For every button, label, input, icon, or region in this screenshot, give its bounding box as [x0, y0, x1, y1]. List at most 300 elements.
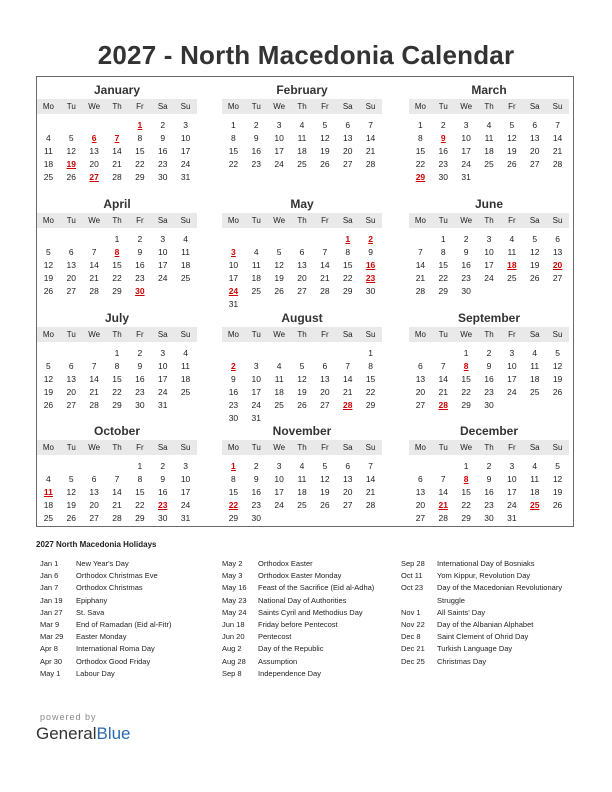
day: 16 — [251, 487, 261, 497]
weekday-label: Sa — [157, 443, 168, 452]
day: 16 — [157, 487, 168, 497]
day: 13 — [66, 260, 76, 270]
day: 29 — [112, 400, 122, 410]
holiday-name: Orthodox Easter Monday — [258, 571, 342, 581]
day: 10 — [251, 374, 261, 384]
day: 24 — [484, 273, 494, 283]
holiday-row — [222, 668, 374, 680]
day: 10 — [461, 133, 471, 143]
holiday-name: Christmas Day — [437, 656, 487, 666]
day: 19 — [274, 273, 284, 283]
holiday-name: Orthodox Christmas Eve — [76, 571, 158, 581]
day: 3 — [463, 120, 469, 130]
day: 8 — [137, 474, 143, 484]
holiday-day: 23 — [365, 273, 376, 283]
holiday-date: Nov 1 — [401, 607, 421, 617]
weekday-label: Th — [484, 443, 494, 452]
day: 17 — [180, 487, 191, 497]
weekday-label: Fr — [508, 330, 516, 339]
empty-cell — [432, 347, 455, 360]
holiday-date: Aug 28 — [222, 656, 246, 666]
day: 27 — [297, 286, 307, 296]
day: 29 — [228, 513, 239, 523]
month-april — [37, 196, 197, 298]
day: 10 — [484, 247, 494, 257]
holiday-day: 18 — [507, 260, 517, 270]
holiday-day: 25 — [529, 500, 540, 510]
day: 12 — [66, 487, 76, 497]
day: 4 — [532, 461, 538, 471]
day: 6 — [418, 474, 423, 484]
day: 16 — [135, 260, 145, 270]
weekday-label: Th — [484, 330, 494, 339]
holiday-row — [401, 631, 562, 643]
holiday-date: Oct 11 — [401, 571, 423, 581]
day: 24 — [507, 387, 517, 397]
empty-cell — [83, 119, 106, 132]
weekday-label: Sa — [342, 102, 353, 111]
empty-cell — [60, 119, 83, 132]
day: 13 — [89, 487, 99, 497]
day: 24 — [507, 500, 517, 510]
weekday-label: We — [273, 443, 286, 452]
weekday-label: Sa — [157, 102, 168, 111]
holiday-date: May 24 — [222, 607, 247, 617]
day: 9 — [486, 361, 492, 371]
weekday-label: Su — [365, 330, 376, 339]
day: 11 — [507, 247, 517, 257]
day: 29 — [135, 513, 145, 523]
day: 13 — [415, 374, 426, 384]
day: 5 — [68, 133, 74, 143]
day: 31 — [180, 513, 191, 523]
day: 11 — [297, 133, 307, 143]
day: 26 — [66, 513, 76, 523]
holiday-name: Epiphany — [76, 595, 108, 605]
holiday-day: 7 — [114, 133, 120, 143]
day: 17 — [507, 374, 517, 384]
day: 23 — [135, 387, 145, 397]
day: 2 — [160, 120, 166, 130]
day: 21 — [112, 159, 122, 169]
day: 20 — [529, 146, 540, 156]
day: 3 — [486, 234, 492, 244]
day: 19 — [43, 273, 54, 283]
day: 30 — [461, 286, 471, 296]
day: 13 — [529, 133, 540, 143]
day: 17 — [251, 387, 261, 397]
weekday-label: Mo — [414, 330, 426, 339]
day: 12 — [552, 474, 563, 484]
day: 15 — [135, 487, 145, 497]
empty-cell — [245, 233, 268, 246]
weekday-label: Sa — [529, 102, 540, 111]
holiday-name: New Year's Day — [76, 559, 129, 568]
holiday-name: National Day of Authorities — [258, 595, 347, 605]
day: 22 — [342, 273, 353, 283]
holiday-date: Apr 8 — [40, 644, 58, 654]
day: 25 — [484, 159, 494, 169]
day: 4 — [299, 120, 305, 130]
days-grid — [222, 119, 382, 171]
holiday-name: Saint Clement of Ohrid Day — [437, 632, 529, 642]
weekday-label: Th — [297, 102, 307, 111]
holiday-row — [401, 558, 562, 570]
day: 21 — [342, 387, 353, 397]
page-title: 2027 - North Macedonia Calendar — [97, 40, 515, 70]
holiday-row — [222, 570, 374, 582]
day: 10 — [274, 133, 284, 143]
weekday-header — [409, 327, 569, 342]
holiday-date: Oct 23 — [401, 583, 424, 593]
day: 7 — [368, 461, 373, 471]
holiday-row — [401, 607, 562, 619]
day: 9 — [231, 374, 236, 384]
weekday-label: Fr — [508, 443, 516, 452]
day: 31 — [157, 400, 168, 410]
day: 16 — [484, 374, 494, 384]
day: 31 — [251, 413, 261, 423]
empty-cell — [409, 233, 432, 246]
day: 17 — [484, 260, 494, 270]
weekday-label: Fr — [136, 216, 144, 225]
holiday-day: 27 — [89, 172, 99, 182]
day: 23 — [484, 387, 494, 397]
day: 15 — [342, 260, 353, 270]
empty-cell — [60, 347, 83, 360]
day: 25 — [529, 387, 540, 397]
day: 9 — [160, 133, 166, 143]
day: 4 — [183, 234, 188, 244]
weekday-label: Tu — [66, 102, 76, 111]
day: 3 — [276, 461, 282, 471]
day: 18 — [43, 500, 54, 510]
day: 6 — [555, 234, 560, 244]
day: 27 — [415, 400, 426, 410]
weekday-label: Th — [484, 216, 494, 225]
holiday-day: 6 — [91, 133, 97, 143]
holiday-date: May 16 — [222, 583, 247, 593]
day: 14 — [320, 260, 330, 270]
day: 1 — [114, 348, 120, 358]
day: 30 — [157, 172, 168, 182]
day: 27 — [342, 159, 353, 169]
day: 3 — [276, 120, 282, 130]
day: 31 — [461, 172, 471, 182]
holiday-day: 1 — [345, 234, 351, 244]
weekday-label: Fr — [321, 443, 329, 452]
days-grid — [37, 233, 197, 298]
weekday-label: We — [88, 443, 101, 452]
day: 31 — [180, 172, 191, 182]
day: 13 — [297, 260, 307, 270]
weekday-label: Tu — [251, 102, 261, 111]
holiday-row — [401, 582, 562, 594]
weekday-label: Tu — [66, 443, 76, 452]
day: 22 — [112, 387, 122, 397]
day: 29 — [112, 286, 122, 296]
day: 4 — [183, 348, 188, 358]
day: 11 — [274, 374, 284, 384]
day: 22 — [365, 387, 376, 397]
day: 26 — [320, 500, 330, 510]
day: 13 — [415, 487, 426, 497]
month-name: August — [281, 311, 323, 325]
month-december — [409, 423, 569, 525]
day: 13 — [552, 247, 563, 257]
month-january — [37, 82, 197, 184]
day: 10 — [157, 247, 168, 257]
day: 13 — [342, 474, 353, 484]
day: 15 — [228, 487, 239, 497]
weekday-header — [409, 440, 569, 455]
weekday-label: Su — [180, 216, 191, 225]
empty-cell — [37, 233, 60, 246]
holiday-date: Nov 22 — [401, 619, 425, 629]
day: 4 — [532, 348, 538, 358]
month-name: September — [457, 311, 521, 325]
holiday-row — [401, 619, 562, 631]
day: 12 — [552, 361, 563, 371]
day: 27 — [529, 159, 540, 169]
weekday-label: Th — [297, 330, 307, 339]
day: 1 — [463, 461, 469, 471]
day: 11 — [251, 260, 261, 270]
day: 20 — [66, 273, 76, 283]
day: 15 — [112, 260, 122, 270]
day: 30 — [484, 513, 494, 523]
empty-cell — [222, 347, 245, 360]
day: 7 — [418, 247, 423, 257]
weekday-label: Su — [552, 443, 563, 452]
holiday-row — [401, 570, 562, 582]
weekday-label: We — [88, 330, 101, 339]
day: 21 — [552, 146, 563, 156]
holiday-day: 24 — [228, 286, 239, 296]
weekday-label: We — [273, 330, 286, 339]
day: 14 — [112, 487, 122, 497]
weekday-label: Tu — [438, 102, 448, 111]
weekday-label: Fr — [321, 330, 329, 339]
day: 4 — [46, 474, 51, 484]
month-february — [222, 82, 382, 171]
day: 7 — [345, 361, 351, 371]
day: 26 — [552, 500, 563, 510]
day: 8 — [345, 247, 351, 257]
day: 15 — [135, 146, 145, 156]
weekday-header — [222, 99, 382, 114]
day: 12 — [66, 146, 76, 156]
day: 14 — [342, 374, 353, 384]
day: 7 — [91, 247, 97, 257]
day: 8 — [137, 133, 143, 143]
holiday-name: St. Sava — [76, 607, 105, 617]
brand-blue: Blue — [96, 724, 131, 743]
day: 14 — [112, 146, 122, 156]
day: 26 — [274, 286, 284, 296]
day: 18 — [529, 374, 540, 384]
holiday-row — [401, 595, 562, 607]
day: 21 — [89, 387, 99, 397]
holiday-row — [222, 631, 374, 643]
day: 20 — [342, 146, 353, 156]
holidays-column — [401, 558, 562, 668]
day: 12 — [43, 374, 54, 384]
day: 30 — [157, 513, 168, 523]
day: 20 — [415, 500, 426, 510]
generalblue-logo[interactable] — [36, 724, 131, 744]
brand-general: General — [36, 724, 97, 743]
weekday-label: Tu — [438, 443, 448, 452]
day: 17 — [157, 374, 168, 384]
weekday-label: Tu — [438, 330, 448, 339]
holiday-date: Dec 8 — [401, 632, 421, 642]
day: 3 — [183, 461, 188, 471]
weekday-label: Su — [365, 216, 376, 225]
day: 14 — [415, 260, 426, 270]
weekday-label: Su — [180, 443, 191, 452]
holiday-row — [40, 643, 171, 655]
holiday-day: 30 — [135, 286, 145, 296]
day: 7 — [322, 247, 328, 257]
weekday-label: Tu — [66, 216, 76, 225]
weekday-label: Sa — [342, 330, 353, 339]
days-grid — [409, 233, 569, 298]
day: 31 — [228, 299, 239, 309]
day: 12 — [529, 247, 540, 257]
day: 19 — [43, 387, 54, 397]
holiday-row — [40, 607, 171, 619]
day: 20 — [320, 387, 330, 397]
day: 25 — [180, 273, 191, 283]
day: 24 — [251, 400, 261, 410]
day: 21 — [415, 273, 426, 283]
holiday-day: 2 — [368, 234, 373, 244]
day: 10 — [180, 474, 191, 484]
day: 3 — [509, 348, 515, 358]
weekday-label: We — [460, 330, 473, 339]
day: 13 — [66, 374, 76, 384]
day: 6 — [91, 474, 97, 484]
month-march — [409, 82, 569, 184]
day: 2 — [137, 348, 143, 358]
day: 23 — [135, 273, 145, 283]
day: 30 — [251, 513, 261, 523]
weekday-header — [409, 213, 569, 228]
holiday-name: Turkish Language Day — [437, 644, 513, 654]
day: 1 — [231, 120, 236, 130]
day: 4 — [46, 133, 51, 143]
day: 27 — [342, 500, 353, 510]
empty-cell — [409, 460, 432, 473]
weekday-label: Mo — [42, 102, 54, 111]
day: 8 — [440, 247, 446, 257]
day: 28 — [112, 513, 122, 523]
day: 23 — [484, 500, 494, 510]
day: 15 — [461, 374, 471, 384]
day: 24 — [274, 159, 284, 169]
day: 30 — [135, 400, 145, 410]
day: 9 — [463, 247, 469, 257]
holiday-name: Orthodox Easter — [258, 559, 313, 568]
day: 10 — [507, 361, 517, 371]
holiday-date: Apr 30 — [40, 656, 63, 666]
day: 18 — [529, 487, 540, 497]
day: 20 — [89, 159, 99, 169]
holiday-date: Mar 29 — [40, 632, 64, 642]
holiday-row — [222, 582, 374, 594]
day: 14 — [438, 487, 448, 497]
empty-cell — [83, 233, 106, 246]
days-grid — [409, 347, 569, 412]
weekday-label: Mo — [414, 443, 426, 452]
weekday-label: Th — [484, 102, 494, 111]
holidays-column — [222, 558, 374, 680]
day: 4 — [299, 461, 305, 471]
holiday-row — [40, 668, 171, 680]
day: 6 — [299, 247, 305, 257]
day: 12 — [320, 474, 330, 484]
weekday-header — [409, 99, 569, 114]
weekday-label: Mo — [42, 443, 54, 452]
holiday-row — [40, 570, 171, 582]
day: 20 — [297, 273, 307, 283]
empty-cell — [37, 119, 60, 132]
month-name: October — [93, 424, 140, 438]
day: 27 — [66, 400, 76, 410]
day: 23 — [438, 159, 448, 169]
day: 6 — [68, 247, 74, 257]
day: 1 — [440, 234, 446, 244]
day: 14 — [552, 133, 563, 143]
holiday-day: 28 — [342, 400, 353, 410]
day: 8 — [368, 361, 373, 371]
day: 24 — [157, 273, 168, 283]
day: 1 — [114, 234, 120, 244]
holiday-name: Orthodox Christmas — [76, 583, 143, 593]
weekday-label: Su — [552, 216, 563, 225]
day: 25 — [297, 500, 307, 510]
weekday-header — [222, 440, 382, 455]
day: 7 — [440, 361, 446, 371]
day: 19 — [552, 374, 563, 384]
day: 21 — [365, 487, 376, 497]
holiday-row — [40, 595, 171, 607]
day: 7 — [91, 361, 97, 371]
day: 18 — [274, 387, 284, 397]
day: 5 — [322, 461, 328, 471]
empty-cell — [83, 460, 106, 473]
holiday-row — [222, 643, 374, 655]
holiday-row — [40, 558, 171, 570]
day: 28 — [89, 286, 99, 296]
day: 7 — [368, 120, 373, 130]
day: 26 — [320, 159, 330, 169]
days-grid — [222, 347, 382, 425]
holidays-column — [40, 558, 171, 680]
weekday-label: Fr — [321, 216, 329, 225]
weekday-label: Su — [365, 443, 376, 452]
month-september — [409, 310, 569, 412]
holiday-name: End of Ramadan (Eid al-Fitr) — [76, 619, 172, 629]
weekday-label: Mo — [227, 216, 239, 225]
day: 24 — [157, 387, 168, 397]
weekday-label: Th — [112, 443, 122, 452]
weekday-label: Fr — [136, 330, 144, 339]
day: 8 — [231, 474, 236, 484]
holiday-date: May 23 — [222, 595, 247, 605]
weekday-label: Fr — [508, 216, 516, 225]
